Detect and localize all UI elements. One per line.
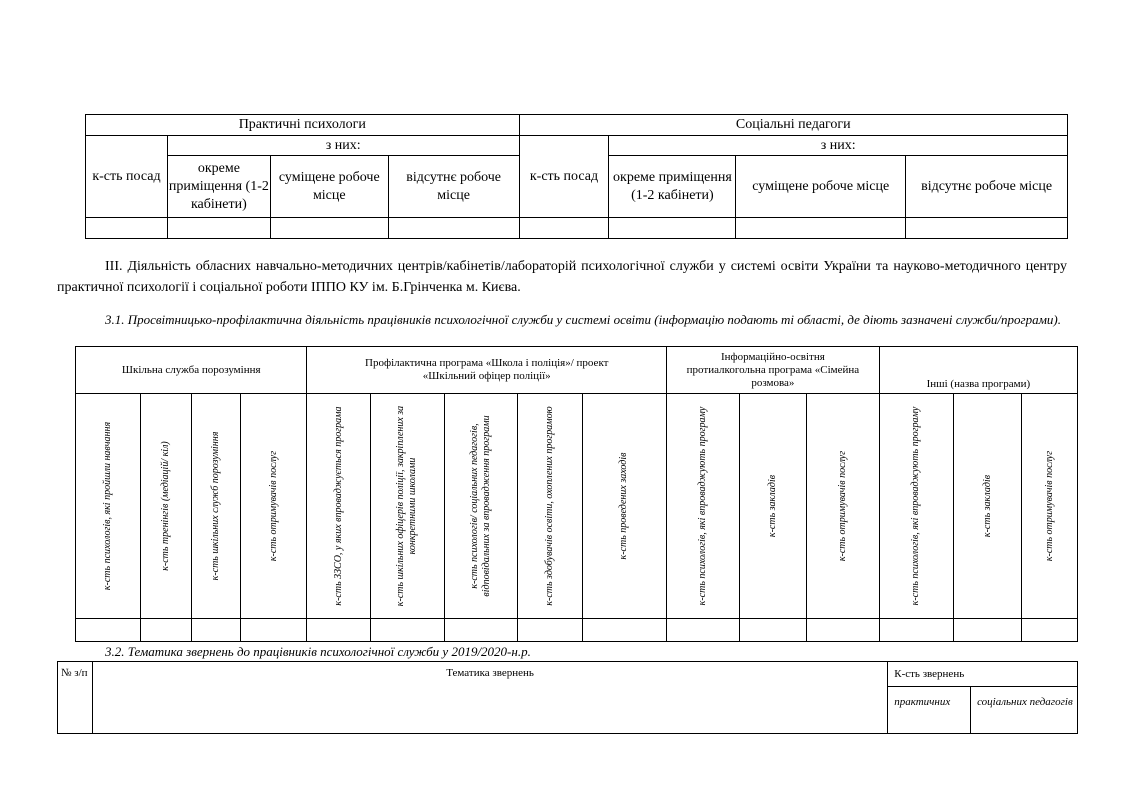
table-cell[interactable] xyxy=(270,218,388,239)
col-header-service-recipients-3: к-сть отримувачів послуг xyxy=(1022,394,1078,619)
col-header-schools-with-program: к-сть ЗЗСО, у яких впроваджується програма xyxy=(307,394,371,619)
table-cell[interactable] xyxy=(806,619,879,642)
school-mediation-service-header: Шкільна служба порозуміння xyxy=(76,347,307,394)
table-cell[interactable] xyxy=(141,619,192,642)
subsection-3-1-title: 3.1. Просвітницько-профілактична діяльність працівників психологічної служби у системі освіти xyxy=(105,312,651,327)
practical-psychologists-header: практичних xyxy=(888,687,971,734)
appeals-count-header: К-сть звернень xyxy=(888,662,1078,687)
table-cell[interactable] xyxy=(167,218,270,239)
col-header-students-covered: к-сть здобувачів освіти, охоплених програмою xyxy=(518,394,583,619)
staff-table xyxy=(85,114,1068,239)
col-header-events-held: к-сть проведених заходів xyxy=(582,394,666,619)
soc-of-them-header: з них: xyxy=(609,136,1068,156)
table-cell[interactable] xyxy=(582,619,666,642)
table-cell[interactable] xyxy=(241,619,307,642)
soc-count-posts-header: к-сть посад xyxy=(519,136,609,218)
col-header-psych-trained: к-сть психологів, які пройшли навчання xyxy=(76,394,141,619)
soc-combined-workplace-header: суміщене робоче місце xyxy=(736,156,906,218)
table-cell[interactable] xyxy=(307,619,371,642)
psych-of-them-header: з них: xyxy=(167,136,519,156)
section-3-heading: ІІІ. Діяльність обласних навчально-методичних центрів/кабінетів/лабораторій психологічної служби у системі освіти України та науково-методичного центру практичної психології і соціальної роботи ІППО КУ ім. Б.Грінченка м. Києва. xyxy=(57,259,1067,295)
table-cell[interactable] xyxy=(518,619,583,642)
school-and-police-program-header: Профілактична програма «Школа і поліція»/ проект «Шкільний офіцер поліції» xyxy=(307,347,667,394)
table-cell[interactable] xyxy=(86,218,168,239)
table-cell[interactable] xyxy=(192,619,241,642)
subsection-3-1 xyxy=(57,311,1067,328)
table-cell[interactable] xyxy=(388,218,519,239)
table-cell[interactable] xyxy=(519,218,609,239)
table-cell[interactable] xyxy=(609,218,736,239)
col-header-trainings-count: к-сть тренінгів (медіацій/ кіл) xyxy=(141,394,192,619)
subsection-3-1-note: (інформацію подають ті області, де діють зазначені служби/програми). xyxy=(654,312,1061,327)
psych-absent-workplace-header: відсутнє робоче місце xyxy=(388,156,519,218)
col-header-mediation-services: к-сть шкільних служб порозуміння xyxy=(192,394,241,619)
topic-header: Тематика звернень xyxy=(92,662,887,734)
col-header-police-officers: к-сть шкільних офіцерів поліції, закріплених за конкретними школами xyxy=(371,394,445,619)
table-cell[interactable] xyxy=(667,619,740,642)
psych-separate-room-header: окреме приміщення (1-2 кабінети) xyxy=(167,156,270,218)
table-cell[interactable] xyxy=(736,218,906,239)
social-teachers-header: соціальних педагогів xyxy=(971,687,1078,734)
table-cell[interactable] xyxy=(879,619,953,642)
table-cell[interactable] xyxy=(76,619,141,642)
table-cell[interactable] xyxy=(1022,619,1078,642)
psychologists-group-header: Практичні психологи xyxy=(86,115,520,136)
family-talk-program-header: Інформаційно-освітня протиалкогольна програма «Сімейна розмова» xyxy=(667,347,880,394)
soc-separate-room-header: окреме приміщення (1-2 кабінети) xyxy=(609,156,736,218)
col-header-service-recipients: к-сть отримувачів послуг xyxy=(241,394,307,619)
soc-absent-workplace-header: відсутнє робоче місце xyxy=(906,156,1068,218)
table-cell[interactable] xyxy=(739,619,806,642)
activity-table xyxy=(75,346,1078,642)
number-header: № з/п xyxy=(58,662,93,734)
col-header-psych-implementing: к-сть психологів, які впроваджують програму xyxy=(667,394,740,619)
col-header-service-recipients-2: к-сть отримувачів послуг xyxy=(806,394,879,619)
psych-count-posts-header: к-сть посад xyxy=(86,136,168,218)
psych-combined-workplace-header: суміщене робоче місце xyxy=(270,156,388,218)
social-teachers-group-header: Соціальні педагоги xyxy=(519,115,1067,136)
col-header-psych-implementing-2: к-сть психологів, які впроваджують програму xyxy=(879,394,953,619)
appeals-topics-table xyxy=(57,661,1078,734)
table-cell[interactable] xyxy=(906,218,1068,239)
table-cell[interactable] xyxy=(953,619,1021,642)
col-header-institutions: к-сть закладів xyxy=(739,394,806,619)
subsection-3-2-title: 3.2. Тематика звернень до працівників психологічної служби у 2019/2020-н.р. xyxy=(105,644,531,659)
table-cell[interactable] xyxy=(371,619,445,642)
col-header-responsible-staff: к-сть психологів/ соціальних педагогів, відповідальних за впровадження програми xyxy=(444,394,518,619)
col-header-institutions-2: к-сть закладів xyxy=(953,394,1021,619)
other-programs-header: Інші (назва програми) xyxy=(879,347,1077,394)
table-cell[interactable] xyxy=(444,619,518,642)
